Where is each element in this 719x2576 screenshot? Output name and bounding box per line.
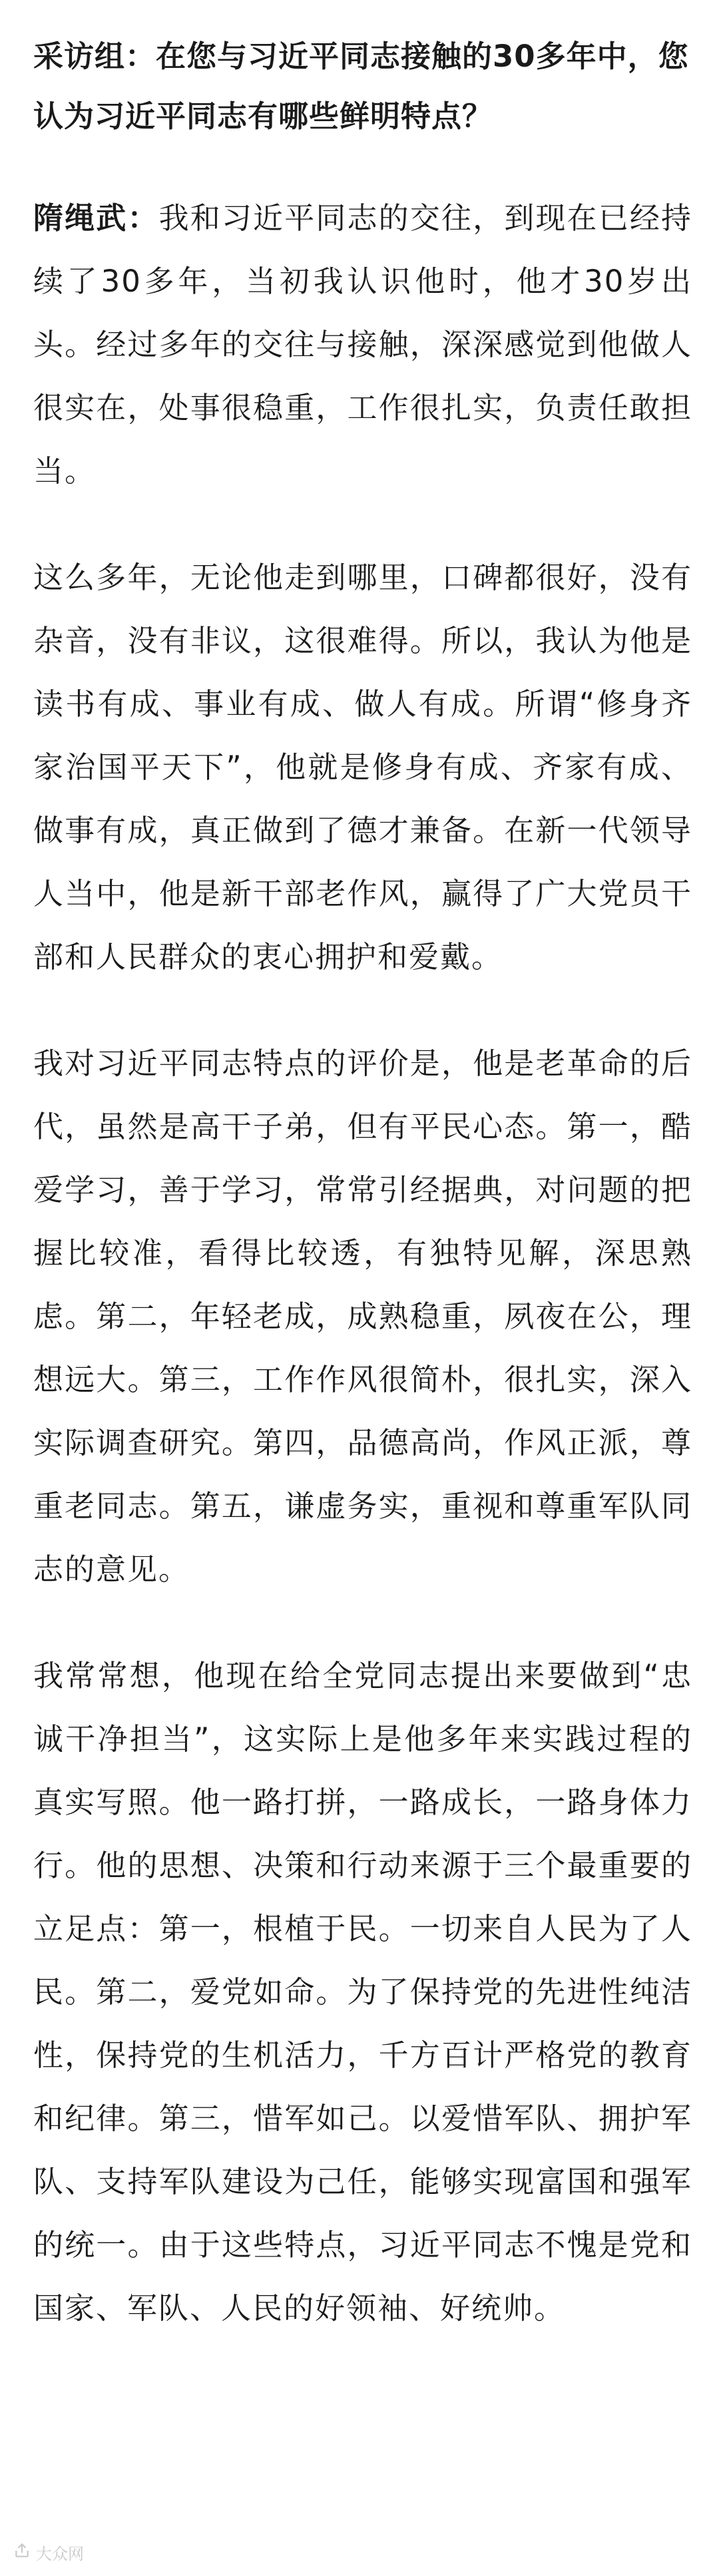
answer-text: 我和习近平同志的交往，到现在已经持续了30多年，当初我认识他时，他才30岁出头。经过多年的交往与接触，深深感觉到他做人很实在，处事很稳重，工作很扎实，负责任敢担当。 bbox=[33, 200, 692, 489]
share-icon bbox=[13, 2542, 31, 2563]
answer-paragraph-4: 我常常想，他现在给全党同志提出来要做到“忠诚干净担当”，这实际上是他多年来实践过程的真实写照。他一路打拼，一路成长，一路身体力行。他的思想、决策和行动来源于三个最重要的立足点：第一，根植于民。一切来自人民为了人民。第二，爱党如命。为了保持党的先进性纯洁性，保持党的生机活力，千方百计严格党的教育和纪律。第三，惜军如己。以爱惜军队、拥护军队、支持军队建设为己任，能够实现富国和强军的统一。由于这些特点，习近平同志不愧是党和国家、军队、人民的好领袖、好统帅。 bbox=[33, 1658, 692, 2326]
answer-paragraph-3: 我对习近平同志特点的评价是，他是老革命的后代，虽然是高干子弟，但有平民心态。第一，酷爱学习，善于学习，常常引经据典，对问题的把握比较准，看得比较透，有独特见解，深思熟虑。第二，年轻老成，成熟稳重，夙夜在公，理想远大。第三，工作作风很简朴，很扎实，深入实际调查研究。第四，品德高尚，作风正派，尊重老同志。第五，谦虚务实，重视和尊重军队同志的意见。 bbox=[33, 1046, 692, 1587]
answer-paragraph-2: 这么多年，无论他走到哪里，口碑都很好，没有杂音，没有非议，这很难得。所以，我认为他是读书有成、事业有成、做人有成。所谓“修身齐家治国平天下”，他就是修身有成、齐家有成、做事有成，真正做到了德才兼备。在新一代领导人当中，他是新干部老作风，赢得了广大党员干部和人民群众的衷心拥护和爱戴。 bbox=[33, 560, 692, 974]
interview-question: 采访组：在您与习近平同志接触的30多年中，您认为习近平同志有哪些鲜明特点？ bbox=[33, 39, 689, 134]
article-body bbox=[33, 27, 692, 2383]
answer-paragraph-1 bbox=[33, 186, 692, 503]
watermark-text: 大众网 bbox=[36, 2545, 84, 2563]
speaker-name: 隋绳武： bbox=[33, 200, 159, 236]
watermark bbox=[13, 2541, 84, 2564]
